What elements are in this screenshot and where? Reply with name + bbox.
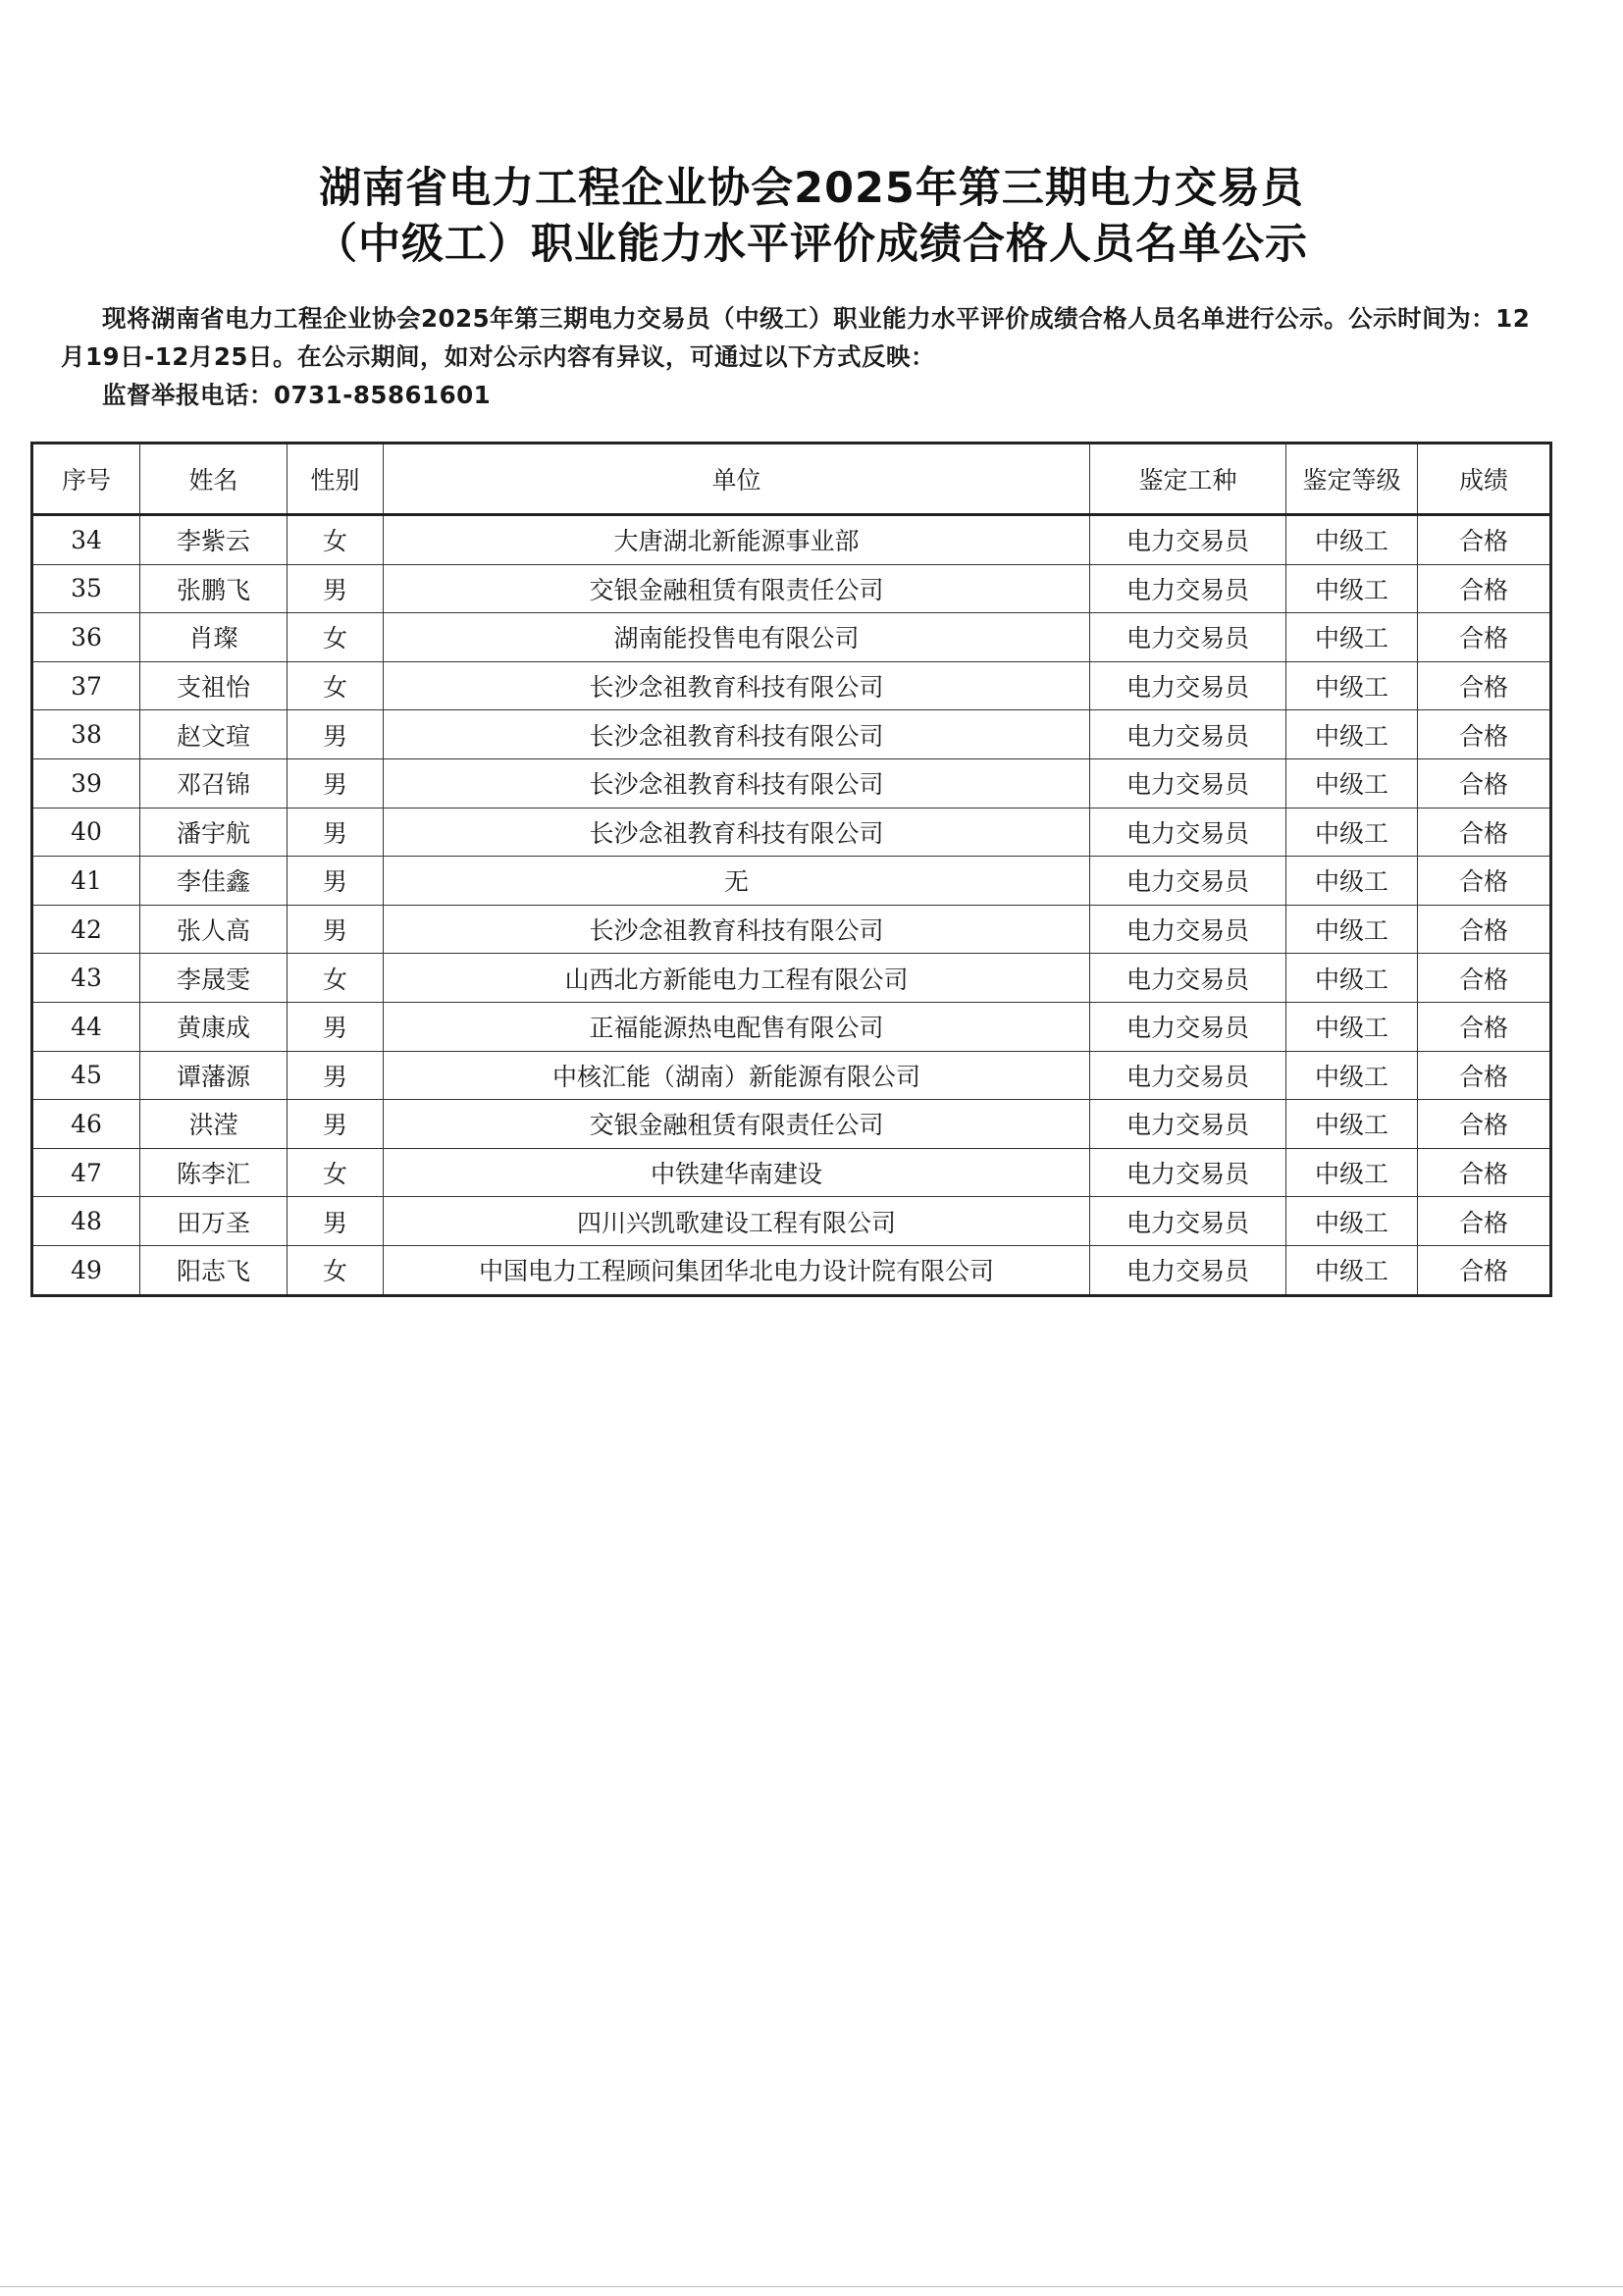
result-cell: 合格	[1418, 515, 1551, 565]
result-cell: 合格	[1418, 1197, 1551, 1246]
table-row	[32, 710, 1551, 759]
gender-cell: 女	[288, 1148, 384, 1197]
name-cell: 潘宇航	[140, 808, 288, 857]
table-row	[32, 758, 1551, 808]
result-cell: 合格	[1418, 758, 1551, 808]
organization-cell: 山西北方新能电力工程有限公司	[384, 954, 1090, 1003]
level-cell: 中级工	[1286, 1051, 1418, 1100]
serial-cell: 40	[32, 808, 140, 857]
serial-cell: 49	[32, 1245, 140, 1295]
gender-cell: 女	[288, 954, 384, 1003]
header-organization: 单位	[384, 444, 1090, 515]
occupation-cell: 电力交易员	[1090, 661, 1286, 710]
table-header-row	[32, 444, 1551, 515]
level-cell: 中级工	[1286, 1245, 1418, 1295]
name-cell: 张人高	[140, 905, 288, 954]
gender-cell: 男	[288, 564, 384, 613]
table-row	[32, 661, 1551, 710]
level-cell: 中级工	[1286, 758, 1418, 808]
table-row	[32, 1148, 1551, 1197]
result-cell: 合格	[1418, 954, 1551, 1003]
organization-cell: 大唐湖北新能源事业部	[384, 515, 1090, 565]
table-row	[32, 1002, 1551, 1051]
result-cell: 合格	[1418, 1245, 1551, 1295]
scan-edge-line	[0, 2286, 1623, 2287]
organization-cell: 长沙念祖教育科技有限公司	[384, 758, 1090, 808]
organization-cell: 湖南能投售电有限公司	[384, 613, 1090, 662]
serial-cell: 36	[32, 613, 140, 662]
report-phone: 监督举报电话：0731-85861601	[102, 381, 492, 409]
gender-cell: 女	[288, 661, 384, 710]
document-title-line-1: 湖南省电力工程企业协会2025年第三期电力交易员	[319, 164, 1304, 213]
result-cell: 合格	[1418, 710, 1551, 759]
organization-cell: 中国电力工程顾问集团华北电力设计院有限公司	[384, 1245, 1090, 1295]
result-cell: 合格	[1418, 1051, 1551, 1100]
level-cell: 中级工	[1286, 613, 1418, 662]
occupation-cell: 电力交易员	[1090, 1148, 1286, 1197]
name-cell: 洪滢	[140, 1100, 288, 1149]
serial-cell: 41	[32, 857, 140, 906]
serial-cell: 38	[32, 710, 140, 759]
result-cell: 合格	[1418, 1148, 1551, 1197]
serial-cell: 42	[32, 905, 140, 954]
level-cell: 中级工	[1286, 808, 1418, 857]
name-cell: 阳志飞	[140, 1245, 288, 1295]
gender-cell: 男	[288, 1002, 384, 1051]
result-cell: 合格	[1418, 905, 1551, 954]
table-row	[32, 1100, 1551, 1149]
name-cell: 李晟雯	[140, 954, 288, 1003]
name-cell: 赵文瑄	[140, 710, 288, 759]
level-cell: 中级工	[1286, 954, 1418, 1003]
organization-cell: 四川兴凯歌建设工程有限公司	[384, 1197, 1090, 1246]
name-cell: 张鹏飞	[140, 564, 288, 613]
occupation-cell: 电力交易员	[1090, 515, 1286, 565]
organization-cell: 交银金融租赁有限责任公司	[384, 1100, 1090, 1149]
name-cell: 邓召锦	[140, 758, 288, 808]
occupation-cell: 电力交易员	[1090, 1002, 1286, 1051]
occupation-cell: 电力交易员	[1090, 954, 1286, 1003]
organization-cell: 交银金融租赁有限责任公司	[384, 564, 1090, 613]
level-cell: 中级工	[1286, 661, 1418, 710]
occupation-cell: 电力交易员	[1090, 1051, 1286, 1100]
name-cell: 陈李汇	[140, 1148, 288, 1197]
table-row	[32, 808, 1551, 857]
occupation-cell: 电力交易员	[1090, 905, 1286, 954]
result-cell: 合格	[1418, 564, 1551, 613]
table-row	[32, 515, 1551, 565]
result-cell: 合格	[1418, 1002, 1551, 1051]
occupation-cell: 电力交易员	[1090, 808, 1286, 857]
serial-cell: 48	[32, 1197, 140, 1246]
organization-cell: 中铁建华南建设	[384, 1148, 1090, 1197]
table-body	[32, 515, 1551, 1296]
level-cell: 中级工	[1286, 1002, 1418, 1051]
occupation-cell: 电力交易员	[1090, 1100, 1286, 1149]
gender-cell: 女	[288, 613, 384, 662]
gender-cell: 男	[288, 1051, 384, 1100]
announcement-paragraph: 现将湖南省电力工程企业协会2025年第三期电力交易员（中级工）职业能力水平评价成绩合格人员名单进行公示。公示时间为：12月19日-12月25日。在公示期间，如对公示内容有异议，可通过以下方式反映：	[61, 304, 1531, 371]
occupation-cell: 电力交易员	[1090, 1245, 1286, 1295]
gender-cell: 男	[288, 808, 384, 857]
table-row	[32, 1245, 1551, 1295]
serial-cell: 46	[32, 1100, 140, 1149]
header-gender: 性别	[288, 444, 384, 515]
result-cell: 合格	[1418, 1100, 1551, 1149]
header-level: 鉴定等级	[1286, 444, 1418, 515]
table-header	[32, 444, 1551, 515]
gender-cell: 男	[288, 1100, 384, 1149]
qualified-personnel-table	[30, 442, 1552, 1297]
header-serial: 序号	[32, 444, 140, 515]
serial-cell: 45	[32, 1051, 140, 1100]
name-cell: 支祖怡	[140, 661, 288, 710]
table-row	[32, 1051, 1551, 1100]
table-row	[32, 1197, 1551, 1246]
result-cell: 合格	[1418, 613, 1551, 662]
occupation-cell: 电力交易员	[1090, 710, 1286, 759]
level-cell: 中级工	[1286, 857, 1418, 906]
header-result: 成绩	[1418, 444, 1551, 515]
serial-cell: 44	[32, 1002, 140, 1051]
name-cell: 黄康成	[140, 1002, 288, 1051]
serial-cell: 39	[32, 758, 140, 808]
gender-cell: 男	[288, 905, 384, 954]
serial-cell: 47	[32, 1148, 140, 1197]
level-cell: 中级工	[1286, 1100, 1418, 1149]
organization-cell: 长沙念祖教育科技有限公司	[384, 661, 1090, 710]
serial-cell: 35	[32, 564, 140, 613]
name-cell: 田万圣	[140, 1197, 288, 1246]
table-row	[32, 857, 1551, 906]
organization-cell: 长沙念祖教育科技有限公司	[384, 710, 1090, 759]
table-row	[32, 564, 1551, 613]
document-title-line-2: （中级工）职业能力水平评价成绩合格人员名单公示	[315, 220, 1308, 269]
occupation-cell: 电力交易员	[1090, 758, 1286, 808]
organization-cell: 长沙念祖教育科技有限公司	[384, 808, 1090, 857]
table-row	[32, 905, 1551, 954]
organization-cell: 正福能源热电配售有限公司	[384, 1002, 1090, 1051]
result-cell: 合格	[1418, 808, 1551, 857]
table-row	[32, 954, 1551, 1003]
level-cell: 中级工	[1286, 710, 1418, 759]
occupation-cell: 电力交易员	[1090, 1197, 1286, 1246]
name-cell: 李佳鑫	[140, 857, 288, 906]
announcement-text	[61, 299, 1541, 414]
level-cell: 中级工	[1286, 1148, 1418, 1197]
name-cell: 肖璨	[140, 613, 288, 662]
level-cell: 中级工	[1286, 564, 1418, 613]
gender-cell: 男	[288, 1197, 384, 1246]
gender-cell: 男	[288, 857, 384, 906]
serial-cell: 43	[32, 954, 140, 1003]
gender-cell: 男	[288, 758, 384, 808]
gender-cell: 女	[288, 515, 384, 565]
organization-cell: 长沙念祖教育科技有限公司	[384, 905, 1090, 954]
table-row	[32, 613, 1551, 662]
name-cell: 李紫云	[140, 515, 288, 565]
serial-cell: 37	[32, 661, 140, 710]
occupation-cell: 电力交易员	[1090, 857, 1286, 906]
result-cell: 合格	[1418, 661, 1551, 710]
organization-cell: 无	[384, 857, 1090, 906]
result-cell: 合格	[1418, 857, 1551, 906]
occupation-cell: 电力交易员	[1090, 564, 1286, 613]
name-cell: 谭藩源	[140, 1051, 288, 1100]
gender-cell: 男	[288, 710, 384, 759]
header-name: 姓名	[140, 444, 288, 515]
organization-cell: 中核汇能（湖南）新能源有限公司	[384, 1051, 1090, 1100]
level-cell: 中级工	[1286, 1197, 1418, 1246]
header-occupation: 鉴定工种	[1090, 444, 1286, 515]
serial-cell: 34	[32, 515, 140, 565]
level-cell: 中级工	[1286, 515, 1418, 565]
occupation-cell: 电力交易员	[1090, 613, 1286, 662]
gender-cell: 女	[288, 1245, 384, 1295]
level-cell: 中级工	[1286, 905, 1418, 954]
